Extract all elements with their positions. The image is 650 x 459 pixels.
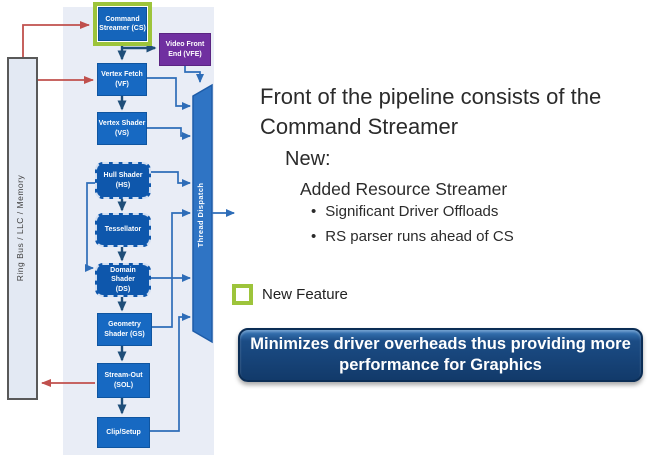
box-stream-out: Stream-Out (SOL): [97, 363, 150, 398]
new-feature-highlight: [93, 2, 152, 46]
new-feature-swatch: [232, 284, 253, 305]
box-geometry-shader: Geometry Shader (GS): [97, 313, 152, 346]
benefit-banner: Minimizes driver overheads thus providing more performance for Graphics: [238, 328, 643, 382]
box-hull-shader: Hull Shader (HS): [95, 162, 151, 199]
new-feature-legend-label: New Feature: [262, 286, 348, 303]
box-vertex-fetch: Vertex Fetch (VF): [97, 63, 147, 96]
memory-arrows: [23, 25, 95, 383]
thread-dispatch-label: Thread Dispatch: [196, 182, 205, 248]
box-domain-shader: Domain Shader (DS): [95, 263, 151, 297]
feature-bullet-list: [311, 203, 514, 253]
thread-dispatch-bar: [193, 85, 212, 342]
new-feature-legend: [232, 284, 348, 305]
box-clip-setup: Clip/Setup: [97, 417, 150, 448]
box-command-streamer: Command Streamer (CS): [98, 7, 147, 41]
new-label: New:: [285, 148, 331, 170]
ring-bus-memory-label: Ring Bus / LLC / Memory: [15, 174, 25, 282]
box-vertex-shader: Vertex Shader (VS): [97, 112, 147, 145]
box-video-front-end: Video Front End (VFE): [159, 33, 211, 66]
bullet-item: • RS parser runs ahead of CS: [311, 228, 514, 245]
added-resource-streamer-text: Added Resource Streamer: [300, 179, 508, 199]
box-tessellator: Tessellator: [95, 213, 151, 247]
slide-heading: Front of the pipeline consists of the Command Streamer: [260, 84, 602, 139]
bullet-item: • Significant Driver Offloads: [311, 203, 514, 220]
